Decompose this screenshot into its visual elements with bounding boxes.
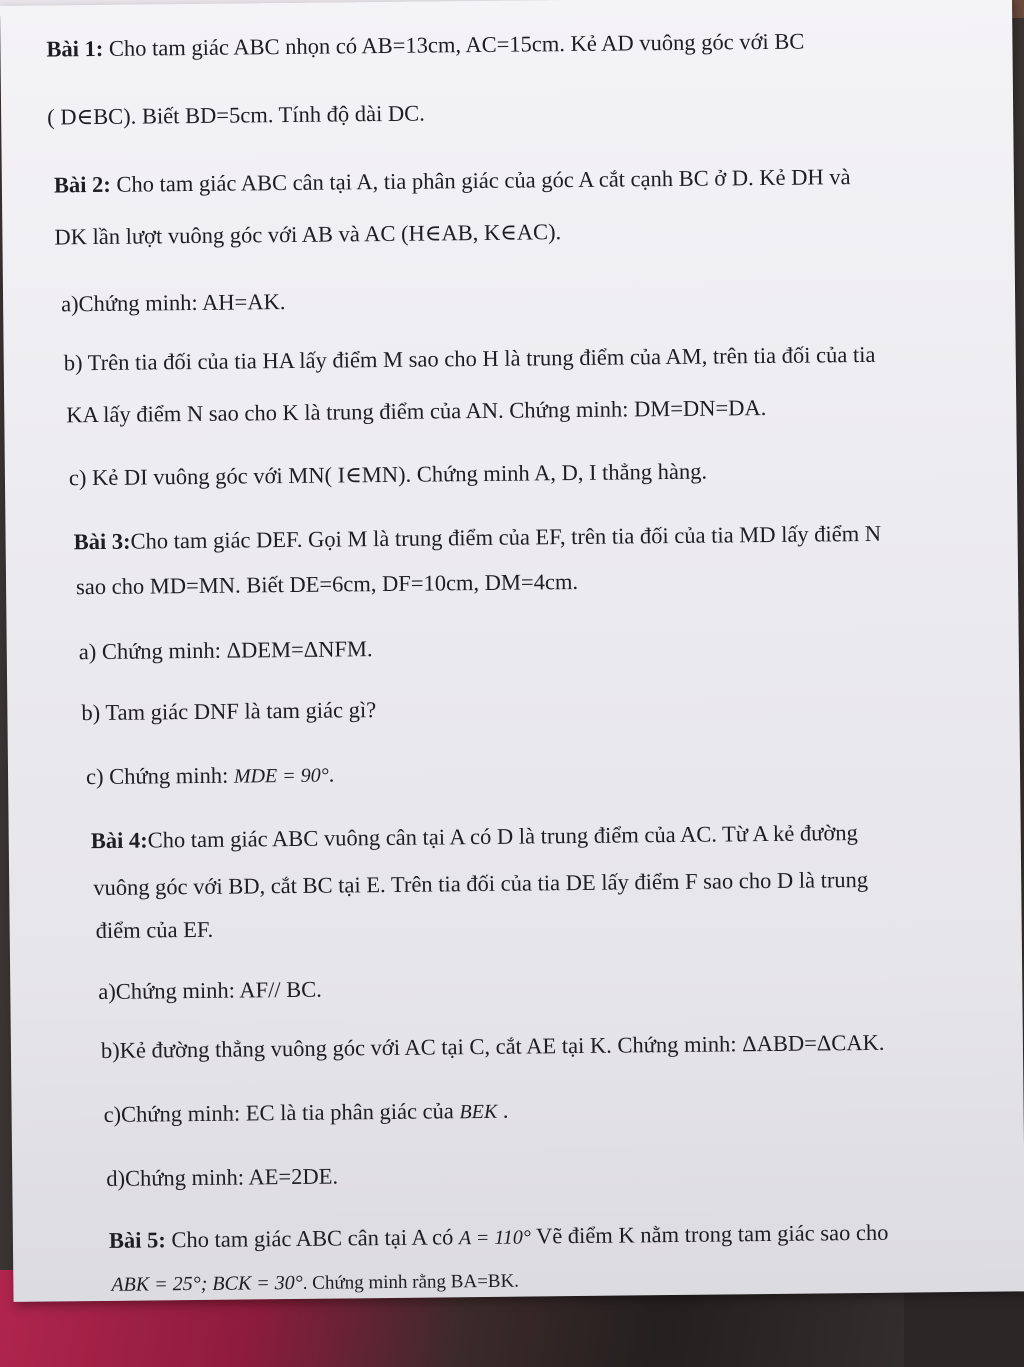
problem-5-line-2 [111,1267,519,1300]
problem-3-title: Bài 3: [73,528,131,555]
problem-4-part-c-end: . [497,1097,509,1123]
problem-5-title: Bài 5: [108,1227,166,1253]
problem-5-text-2: Vẽ điểm K nằm trong tam giác sao cho [530,1219,889,1249]
problem-4-part-c-text: c)Chứng minh: EC là tia phân giác của [103,1098,460,1127]
problem-2-part-c: c) Kẻ DI vuông góc với MN( I∈MN). Chứng minh A, D, I thẳng hàng. [68,458,708,491]
angle-abk-bck-expression: ABK = 25°; BCK = 30° [111,1271,303,1296]
problem-2-text-1: Cho tam giác ABC cân tại A, tia phân giác của góc A cắt cạnh BC ở D. Kẻ DH và [110,164,851,197]
problem-2-part-b-line-1: b) Trên tia đối của tia HA lấy điểm M sao cho H là trung điểm của AM, trên tia đối của tia [63,341,876,376]
problem-2-title: Bài 2: [53,171,111,198]
problem-2-line-1 [54,163,851,199]
problem-3-part-a: a) Chứng minh: ΔDEM=ΔNFM. [78,636,373,665]
problem-4-part-d: d)Chứng minh: AE=2DE. [106,1163,339,1191]
problem-5-text-3: . Chứng minh rằng BA=BK. [302,1270,520,1294]
problem-4-title: Bài 4: [90,827,148,854]
problem-2-part-b-line-2: KA lấy điểm N sao cho K là trung điểm của AN. Chứng minh: DM=DN=DA. [66,394,767,428]
problem-3-part-c [86,761,335,793]
problem-4-part-c [103,1097,508,1130]
angle-mde-expression: MDE = 90° [233,764,329,788]
problem-4-line-3: điểm của EF. [95,916,214,944]
problem-4-part-b: b)Kẻ đường thẳng vuông góc với AC tại C, cắt AE tại K. Chứng minh: ΔABD=ΔCAK. [100,1029,885,1063]
angle-a-expression: A = 110° [458,1226,531,1250]
problem-4-text-1: Cho tam giác ABC vuông cân tại A có D là trung điểm của AC. Từ A kẻ đường [147,820,858,853]
problem-2-line-2: DK lần lượt vuông góc với AB và AC (H∈AB, K∈AC). [54,219,562,250]
problem-1-line-1 [46,28,804,64]
problem-3-text-1: Cho tam giác DEF. Gọi M là trung điểm của EF, trên tia đối của tia MD lấy điểm N [130,520,882,554]
problem-4-line-2: vuông góc với BD, cắt BC tại E. Trên tia đối của tia DE lấy điểm F sao cho D là trung [93,866,869,901]
problem-1-line-2: ( D∈BC). Biết BD=5cm. Tính độ dài DC. [47,100,425,130]
problem-3-part-c-end: . [328,761,335,787]
problem-4-part-a: a)Chứng minh: AF// BC. [98,976,322,1005]
problem-2-part-a: a)Chứng minh: AH=AK. [60,289,286,317]
problem-4-line-1 [91,819,858,855]
problem-5-line-1 [109,1219,889,1256]
problem-3-line-2: sao cho MD=MN. Biết DE=6cm, DF=10cm, DM=4cm. [75,568,579,600]
problem-1-title: Bài 1: [46,35,104,62]
angle-bek-expression: BEK [459,1100,498,1124]
problem-3-part-b: b) Tam giác DNF là tam giác gì? [81,697,377,726]
problem-5-text-1: Cho tam giác ABC cân tại A có [165,1224,460,1253]
problem-1-text-1: Cho tam giác ABC nhọn có AB=13cm, AC=15cm. Kẻ AD vuông góc với BC [103,28,805,61]
problem-3-line-1 [73,520,881,556]
problem-3-part-c-text: c) Chứng minh: [85,762,235,790]
